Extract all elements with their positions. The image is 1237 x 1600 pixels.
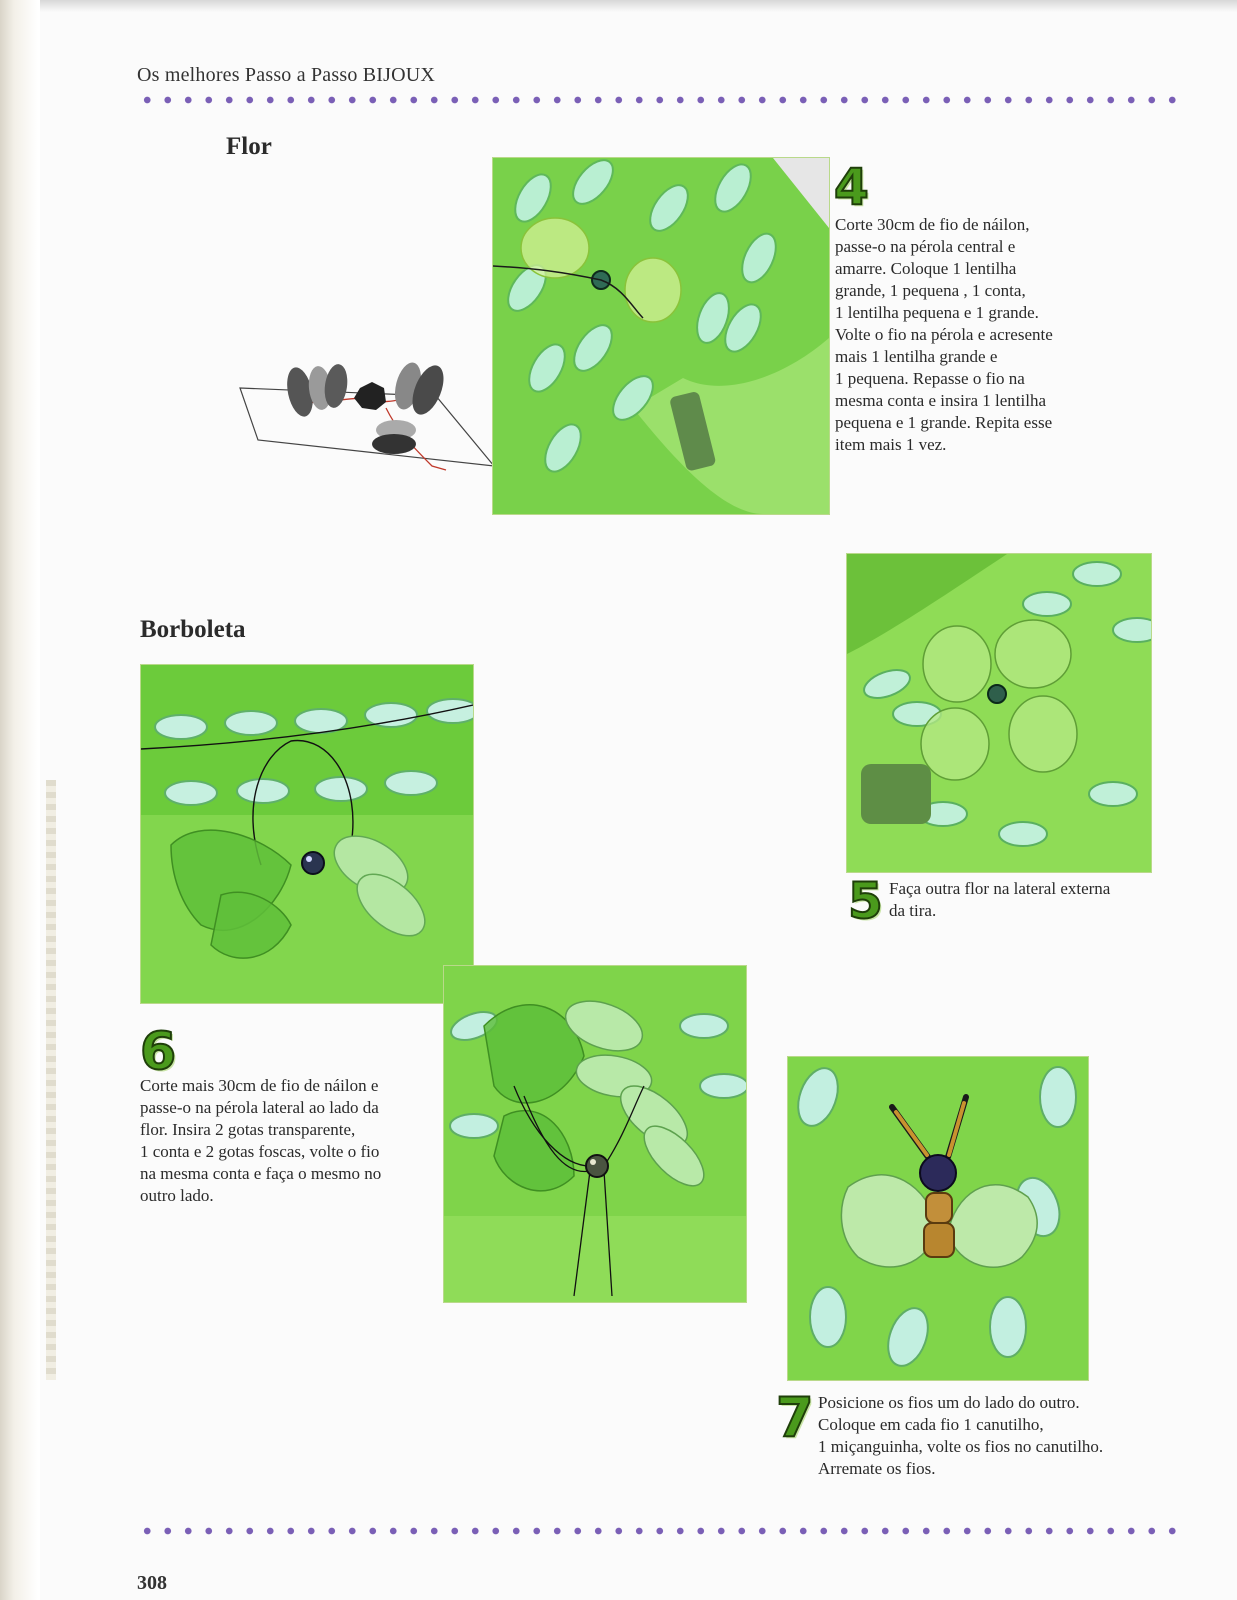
step-number-4: 4 (834, 158, 869, 216)
finished-butterfly-photo (788, 1057, 1088, 1380)
page-number: 308 (137, 1572, 167, 1594)
photo-step-6b (443, 965, 747, 1303)
step-text-5: Faça outra flor na lateral externa da tira. (889, 879, 1111, 920)
scan-top-edge (0, 0, 1237, 12)
step-text-4: Corte 30cm de fio de náilon, passe-o na pérola central e amarre. Coloque 1 lentilha grande, 1 pequena , 1 conta, 1 lentilha pequena e 1 grande. Volte o fio na pérola e acresente mais 1 lentilha grande e 1 pequena. Repasse o fio na mesma conta e insira 1 lentilha pequena e 1 grande. Repita esse item mais 1 vez. (835, 215, 1053, 454)
step-text-7: Posicione os fios um do lado do outro. Coloque em cada fio 1 canutilho, 1 miçanguinha, volte os fios no canutilho. Arremate os fios. (818, 1393, 1104, 1478)
section-title-flor: Flor (226, 133, 272, 160)
running-head: Os melhores Passo a Passo BIJOUX (137, 64, 436, 86)
butterfly-wings-photo (444, 966, 746, 1302)
scan-binding-stripe (46, 780, 56, 1380)
flower-photo (493, 158, 829, 514)
second-flower-photo (847, 554, 1151, 872)
section-title-borboleta: Borboleta (140, 616, 246, 643)
bead-lentil-large (372, 434, 416, 454)
header-dot-rule (137, 96, 1177, 104)
step-text-6: Corte mais 30cm de fio de náilon e passe-o na pérola lateral ao lado da flor. Insira 2 gotas transparente, 1 conta e 2 gotas foscas, volte o fio na mesma conta e faça o mesmo no outro lado. (140, 1076, 382, 1205)
bead-center-pearl (354, 382, 386, 410)
photo-step-7 (787, 1056, 1089, 1381)
photo-step-5 (846, 553, 1152, 873)
photo-step-4 (492, 157, 830, 515)
flower-diagram (236, 348, 500, 478)
photo-step-6a (140, 664, 474, 1004)
step-number-7: 7 (776, 1386, 814, 1449)
butterfly-wire-photo (141, 665, 473, 1003)
footer-dot-rule (137, 1527, 1177, 1535)
scan-binding-edge (0, 0, 40, 1600)
step-number-5: 5 (848, 872, 883, 930)
step-number-6: 6 (140, 1022, 177, 1082)
